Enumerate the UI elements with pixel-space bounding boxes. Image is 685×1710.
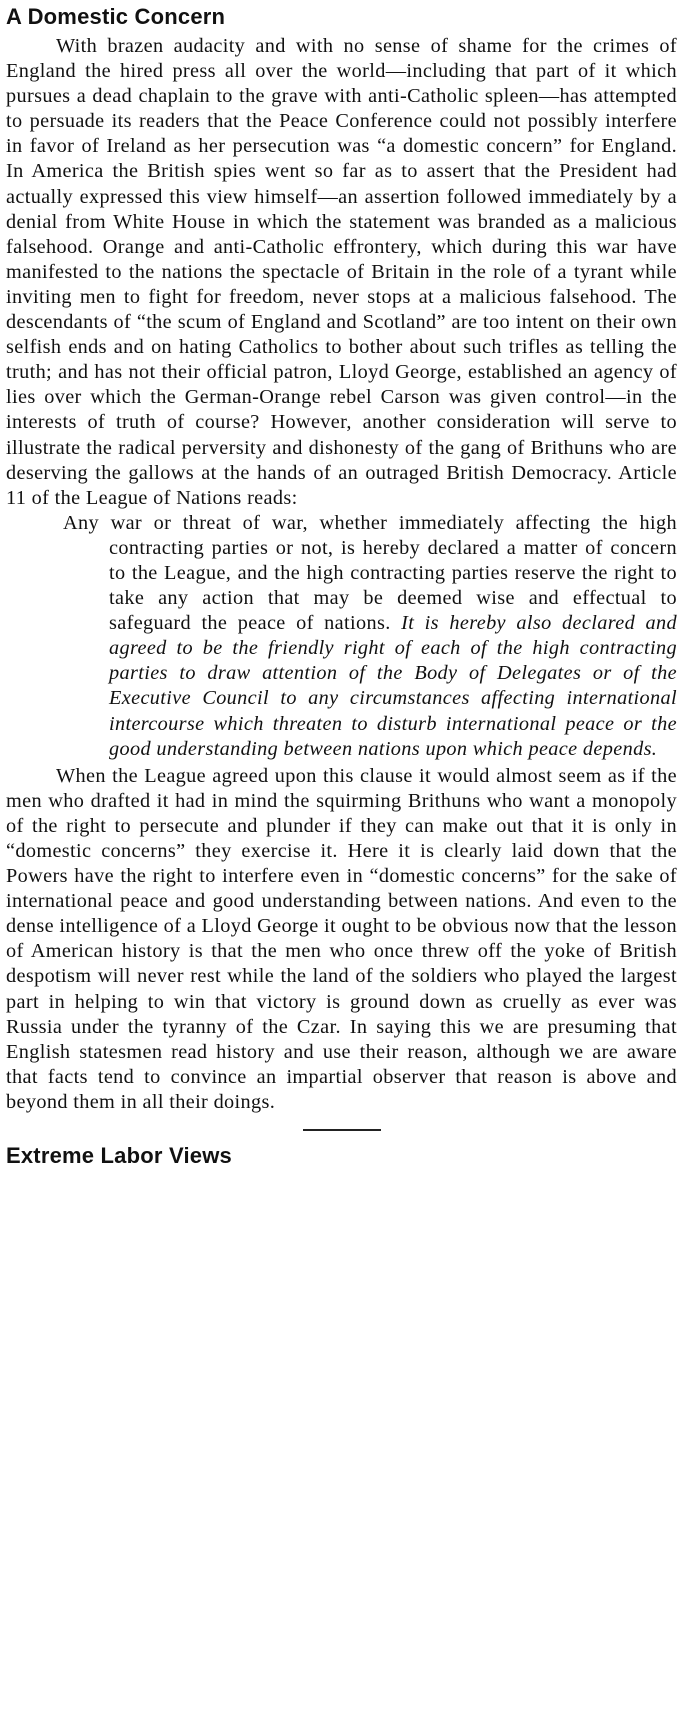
league-article-quote — [63, 511, 677, 762]
quote-italic-text: It is hereby also declared and agreed to be the friendly right of each of the high contracting parties to draw attention of the Body of Delegates or of the Executive Council to any circumstances affecting international intercourse which threaten to disturb international peace or the good understanding between nations upon which peace depends. — [109, 612, 678, 760]
article-paragraph-2: When the League agreed upon this clause it would almost seem as if the men who drafted it had in mind the squirming Brithuns who want a monopoly of the right to persecute and plunder if they can make out that it is only in “domestic concerns” they exercise it. Here it is clearly laid down that the Powers have the right to interfere even in “domestic concerns” for the sake of international peace and good understanding between nations. And even to the dense intelligence of a Lloyd George it ought to be obvious now that the lesson of American history is that the men who once threw off the yoke of British despotism will never rest while the land of the soldiers who played the largest part in helping to win that victory is ground down as cruelly as ever was Russia under the tyranny of the Czar. In saying this we are presuming that English statesmen read history and use their reason, although we are aware that facts tend to convince an impartial observer that reason is above and beyond them in all their doings. — [6, 764, 677, 1113]
article-headline: A Domestic Concern — [6, 4, 226, 29]
next-article-headline: Extreme Labor Views — [6, 1143, 232, 1169]
article-paragraph-1: With brazen audacity and with no sense of shame for the crimes of England the hired press all over the world—including that part of it which pursues a dead chaplain to the grave with anti-Catholic spleen—has attempted to persuade its readers that the Peace Conference could not possibly interfere in favor of Ireland as her persecution was “a domestic concern” for England. In America the British spies went so far as to assert that the President had actually expressed this view himself—an assertion followed immediately by a denial from White House in which the statement was branded as a malicious falsehood. Orange and anti-Catholic effrontery, which during this war have manifested to the nations the spectacle of Britain in the role of a tyrant while inviting men to fight for freedom, never stops at a malicious falsehood. The descendants of “the scum of England and Scotland” are too intent on their own selfish ends and on hating Catholics to bother about such trifles as telling the truth; and has not their official patron, Lloyd George, established an agency of lies over which the German-Orange rebel Carson was given control—in the interests of truth of course? However, another consideration will serve to illustrate the radical perversity and dishonesty of the gang of Brithuns who are deserving the gallows at the hands of an outraged British Democracy. Article 11 of the League of Nations reads: — [6, 35, 677, 509]
quote-roman-text: Any war or threat of war, whether immediately affecting the high contracting parties or not, is hereby declared a matter of concern to the League, and the high contracting parties reserve the right to take any action that may be deemed wise and effectual to safeguard the peace of nations. — [63, 511, 677, 635]
section-divider — [303, 1129, 381, 1131]
